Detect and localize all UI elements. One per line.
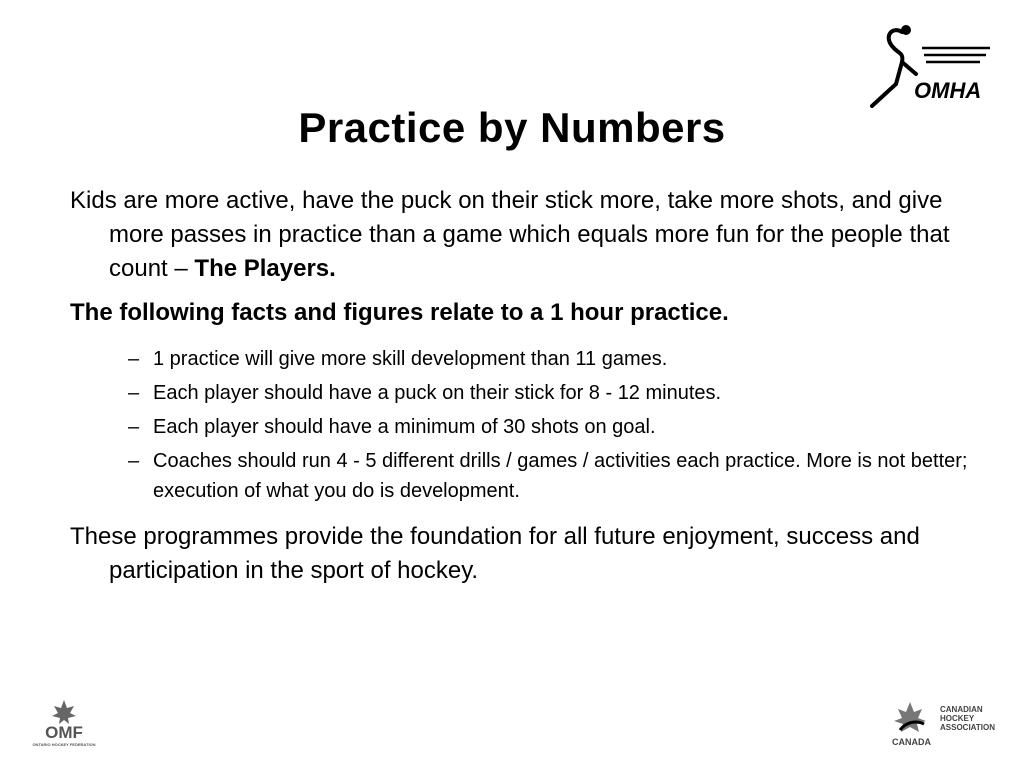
omha-logo-player-body (889, 30, 903, 84)
fact-item (70, 412, 970, 442)
omha-logo (862, 22, 994, 114)
bullet-dash: – (128, 450, 140, 472)
fact-text: 1 practice will give more skill development than 11 games. (153, 348, 668, 370)
omf-logo (28, 698, 100, 748)
omha-logo-text: OMHA (914, 78, 982, 103)
cha-logo-line1: CANADIAN (940, 705, 983, 714)
omf-logo-text: OMF (45, 723, 83, 742)
omf-logo-subtext: ONTARIO HOCKEY FEDERATION (32, 742, 96, 747)
fact-text: Coaches should run 4 - 5 different drills / games / activities each practice. More is not better; execution of what you do is development. (153, 450, 968, 502)
omha-logo-stick (872, 84, 896, 106)
fact-text: Each player should have a minimum of 30 shots on goal. (153, 416, 656, 438)
fact-item (70, 446, 970, 506)
intro-paragraph (70, 184, 970, 286)
maple-leaf-icon (894, 702, 926, 732)
slide-content (70, 184, 970, 598)
maple-leaf-icon (52, 700, 76, 724)
cha-logo-line2: HOCKEY (940, 714, 975, 723)
intro-emphasis: The Players. (194, 255, 336, 282)
cha-logo-line3: ASSOCIATION (940, 723, 995, 732)
bullet-dash: – (128, 416, 140, 438)
cha-logo-country: CANADA (892, 737, 931, 747)
cha-logo (888, 700, 1004, 748)
bullet-dash: – (128, 348, 140, 370)
fact-item (70, 378, 970, 408)
facts-heading: The following facts and figures relate to a 1 hour practice. (70, 299, 729, 326)
slide-title: Practice by Numbers (298, 104, 726, 151)
fact-item (70, 344, 970, 374)
closing-paragraph: These programmes provide the foundation for all future enjoyment, success and participation in the sport of hockey. (70, 523, 920, 584)
intro-text: Kids are more active, have the puck on their stick more, take more shots, and give more passes in practice than a game which equals more fun for the people that count – (70, 187, 950, 282)
fact-text: Each player should have a puck on their stick for 8 - 12 minutes. (153, 382, 722, 404)
bullet-dash: – (128, 382, 140, 404)
omha-logo-head (901, 25, 911, 35)
facts-list (70, 344, 970, 506)
